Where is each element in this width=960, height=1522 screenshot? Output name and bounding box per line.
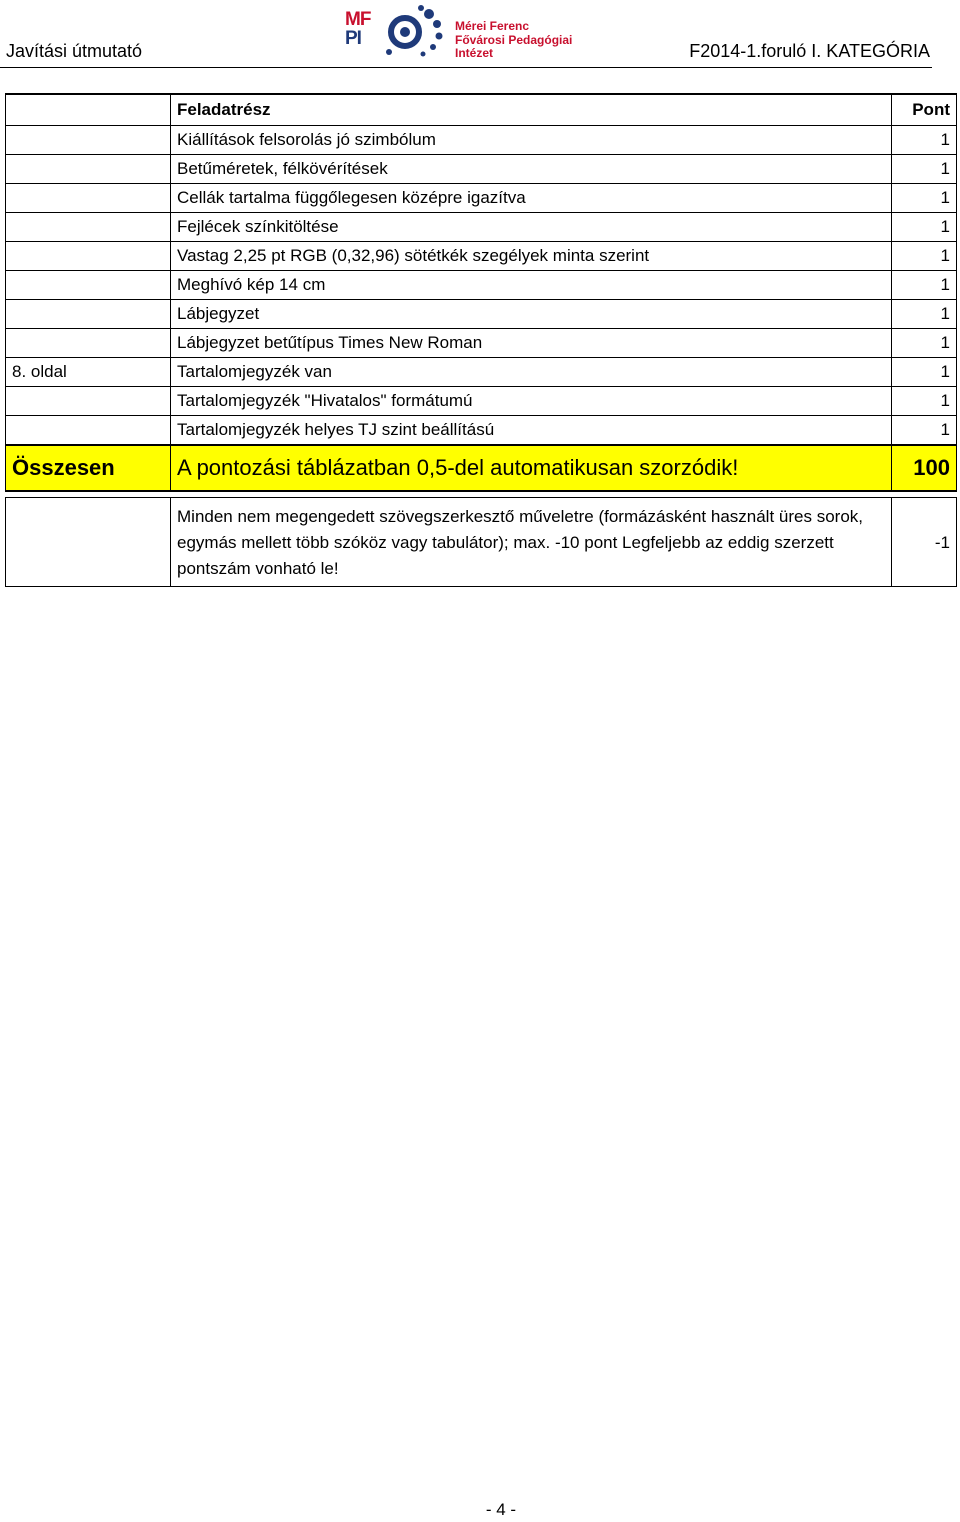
logo-mark-bottom: PI — [345, 28, 361, 49]
section-cell — [6, 213, 171, 242]
points-cell: 1 — [892, 329, 957, 358]
task-cell: Tartalomjegyzék "Hivatalos" formátumú — [171, 387, 892, 416]
note-points: -1 — [892, 498, 957, 587]
total-row — [6, 445, 957, 491]
table-row — [6, 213, 957, 242]
points-cell: 1 — [892, 271, 957, 300]
section-cell — [6, 184, 171, 213]
task-cell: Lábjegyzet betűtípus Times New Roman — [171, 329, 892, 358]
points-cell: 1 — [892, 184, 957, 213]
header-points-cell: Pont — [892, 94, 957, 126]
total-points: 100 — [892, 445, 957, 491]
total-text: A pontozási táblázatban 0,5-del automatikusan szorzódik! — [171, 445, 892, 491]
points-cell: 1 — [892, 416, 957, 446]
header-left-title: Javítási útmutató — [6, 41, 143, 61]
task-cell: Betűméretek, félkövérítések — [171, 155, 892, 184]
note-section-cell — [6, 498, 171, 587]
section-cell: 8. oldal — [6, 358, 171, 387]
task-cell: Cellák tartalma függőlegesen középre igazítva — [171, 184, 892, 213]
section-cell — [6, 416, 171, 446]
header-section-cell — [6, 94, 171, 126]
section-cell — [6, 155, 171, 184]
task-cell: Tartalomjegyzék van — [171, 358, 892, 387]
section-cell — [6, 329, 171, 358]
section-cell — [6, 300, 171, 329]
task-cell: Fejlécek színkitöltése — [171, 213, 892, 242]
task-cell: Kiállítások felsorolás jó szimbólum — [171, 126, 892, 155]
institute-logo — [345, 4, 605, 60]
table-row — [6, 155, 957, 184]
total-label: Összesen — [6, 445, 171, 491]
points-cell: 1 — [892, 155, 957, 184]
page-header — [0, 0, 960, 70]
section-cell — [6, 242, 171, 271]
page-number: - 4 - — [485, 1500, 517, 1519]
table-row — [6, 387, 957, 416]
section-cell — [6, 271, 171, 300]
table-header-row — [6, 94, 957, 126]
table-row — [6, 416, 957, 446]
scoring-table — [5, 93, 957, 587]
logo-mark-top: MF — [345, 9, 371, 30]
task-cell: Lábjegyzet — [171, 300, 892, 329]
points-cell: 1 — [892, 126, 957, 155]
logo-line-2: Fővárosi Pedagógiai Intézet — [455, 33, 573, 60]
table-row — [6, 329, 957, 358]
section-cell — [6, 387, 171, 416]
table-row — [6, 242, 957, 271]
penalty-note-row — [6, 498, 957, 587]
points-cell: 1 — [892, 242, 957, 271]
table-row — [6, 358, 957, 387]
header-rule — [0, 67, 932, 68]
points-cell: 1 — [892, 213, 957, 242]
task-cell: Meghívó kép 14 cm — [171, 271, 892, 300]
table-row — [6, 184, 957, 213]
mfpi-logo-icon — [383, 4, 453, 62]
header-task-cell: Feladatrész — [171, 94, 892, 126]
task-cell: Vastag 2,25 pt RGB (0,32,96) sötétkék szegélyek minta szerint — [171, 242, 892, 271]
task-cell: Tartalomjegyzék helyes TJ szint beállítású — [171, 416, 892, 446]
table-row — [6, 126, 957, 155]
points-cell: 1 — [892, 387, 957, 416]
table-row — [6, 271, 957, 300]
section-cell — [6, 126, 171, 155]
logo-line-1: Mérei Ferenc — [455, 19, 530, 33]
note-text: Minden nem megengedett szövegszerkesztő műveletre (formázásként használt üres sorok, egymás mellett több szóköz vagy tabulátor); max. -10 pont Legfeljebb az eddig szerzett pontszám vonható le! — [171, 498, 892, 587]
table-row — [6, 300, 957, 329]
points-cell: 1 — [892, 358, 957, 387]
points-cell: 1 — [892, 300, 957, 329]
header-right-title: F2014-1.foruló I. KATEGÓRIA — [689, 41, 930, 61]
